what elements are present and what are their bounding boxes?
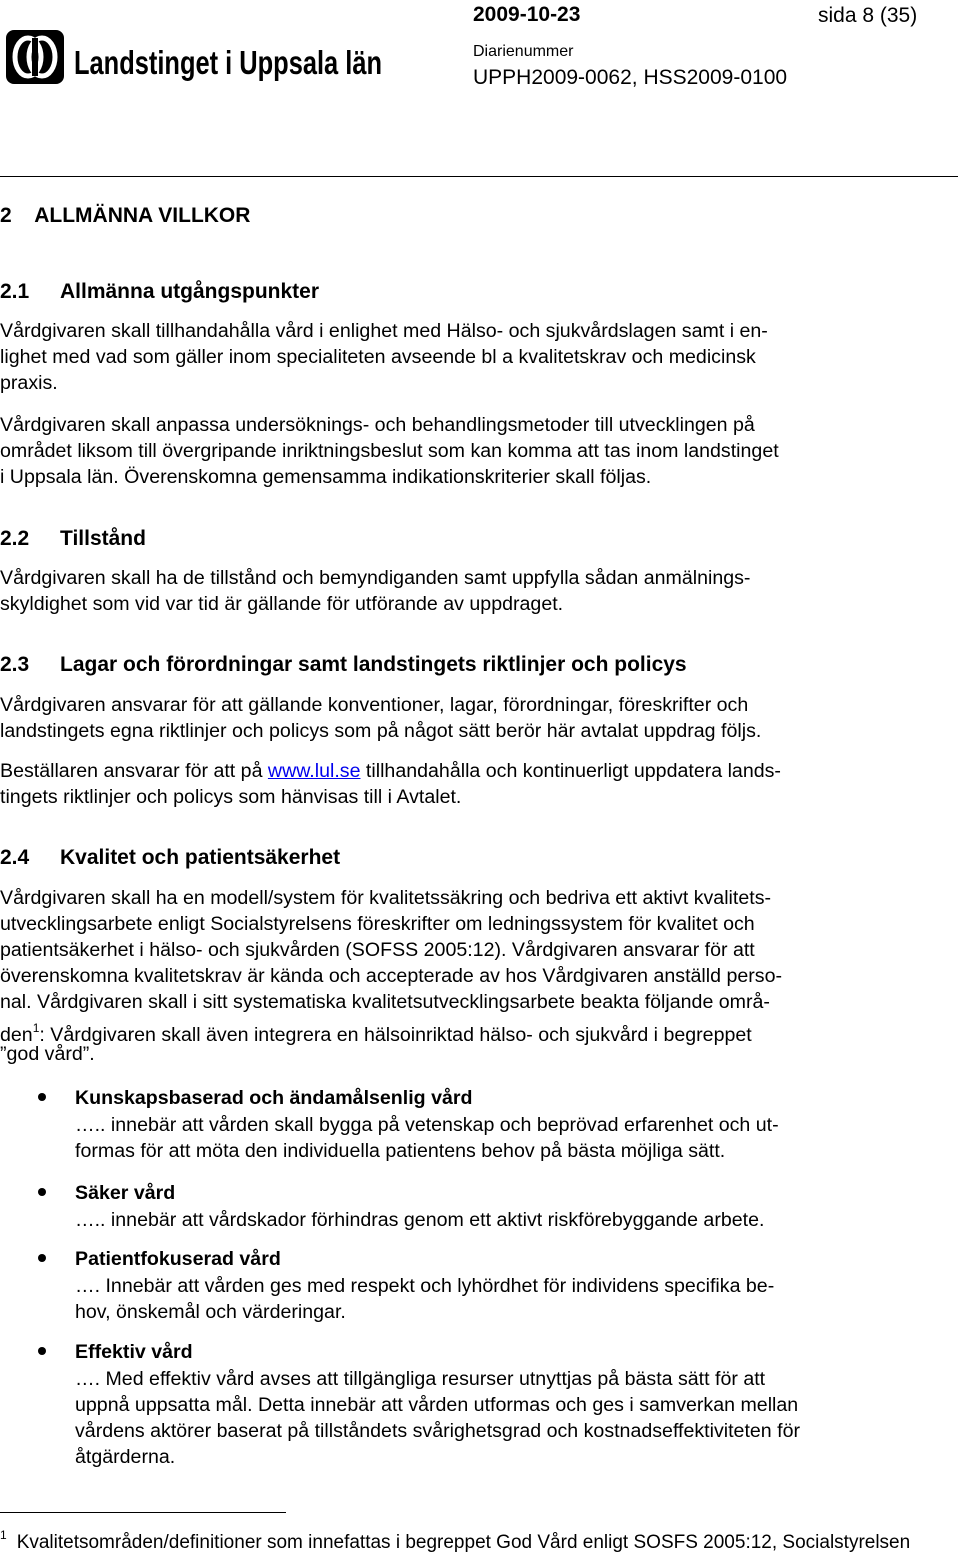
text-line (0, 1015, 958, 1046)
footnote-number: 1 (0, 1528, 7, 1542)
bullet-text (75, 1112, 955, 1164)
text-line: åtgärderna. (75, 1446, 176, 1468)
heading-number: 2.1 (0, 280, 30, 303)
text-line: lighet med vad som gäller inom specialiteten avseende bl a kvalitetskrav och medicinsk (0, 346, 756, 368)
text-segment: : Vårdgivaren skall även integrera en hälsoinriktad hälso- och sjukvård i begreppet (39, 1024, 752, 1046)
text-line: vårdens aktörer baserat på tillståndets svårighetsgrad och kostnadseffektiviteten för (75, 1420, 801, 1442)
text-line: Vårdgivaren skall anpassa undersöknings- och behandlingsmetoder till utvecklingen på (0, 414, 755, 436)
text-line: praxis. (0, 372, 58, 394)
text-line: hov, önskemål och värderingar. (75, 1301, 346, 1323)
paragraph-2-1-b (0, 412, 958, 490)
text-line: patientsäkerhet i hälso- och sjukvården (SOFSS 2005:12). Vårdgivaren ansvarar för att (0, 939, 755, 961)
bullet-icon (38, 1347, 46, 1355)
text-line: området liksom till övergripande inriktningsbeslut som kan komma att tas inom landstinget (0, 440, 779, 462)
footnote-divider (0, 1512, 286, 1513)
paragraph-2-3-b (0, 758, 958, 810)
section-title (0, 202, 250, 230)
text-line: …. Med effektiv vård avses att tillgängliga resurser utnyttjas på bästa sätt för att (75, 1368, 766, 1390)
bullet-text (75, 1273, 955, 1325)
document-date: 2009-10-23 (473, 3, 581, 26)
text-segment: den (0, 1024, 33, 1046)
heading-text: Tillstånd (60, 527, 146, 550)
text-line: ….. innebär att vården skall bygga på vetenskap och beprövad erfarenhet och ut- (75, 1114, 779, 1136)
text-line: landstingets egna riktlinjer och policys som på något sätt berör här avtalat uppdrag följs. (0, 720, 762, 742)
diarienummer-value: UPPH2009-0062, HSS2009-0100 (473, 66, 788, 89)
text-line: uppnå uppsatta mål. Detta innebär att vården utformas och ges i samverkan mellan (75, 1394, 799, 1416)
text-line (0, 758, 958, 784)
text-line: ….. innebär att vårdskador förhindras genom ett aktivt riskförebyggande arbete. (75, 1209, 765, 1231)
text-line: ”god vård”. (0, 1043, 95, 1065)
text-line: överenskomna kvalitetskrav är kända och accepterade av hos Vårdgivaren anställd perso- (0, 965, 782, 987)
text-segment: Beställaren ansvarar för att på (0, 760, 268, 782)
bullet-title: Patientfokuserad vård (75, 1248, 281, 1270)
diarienummer-label: Diarienummer (473, 43, 574, 60)
paragraph-2-1-a (0, 318, 958, 396)
bullet-icon (38, 1093, 46, 1101)
heading-2-1 (0, 278, 319, 306)
footnote-text: Kvalitetsområden/definitioner som innefattas i begreppet God Vård enligt SOSFS 2005:12, Socialstyrelsen (16, 1532, 911, 1553)
bullet-icon (38, 1254, 46, 1262)
text-line: formas för att möta den individuella patientens behov på bästa möjliga sätt. (75, 1140, 726, 1162)
text-line: Vårdgivaren skall tillhandahålla vård i enlighet med Hälso- och sjukvårdslagen samt i en- (0, 320, 768, 342)
bullet-icon (38, 1188, 46, 1196)
footnote (0, 1522, 910, 1556)
footnote-reference[interactable]: 1 (32, 1021, 40, 1035)
text-line: tingets riktlinjer och policys som hänvisas till i Avtalet. (0, 786, 462, 808)
paragraph-2-3-a (0, 692, 958, 744)
paragraph-2-4 (0, 885, 958, 1067)
text-line: nal. Vårdgivaren skall i sitt systematiska kvalitetsutvecklingsarbete beakta följande områ- (0, 991, 770, 1013)
svg-text:Landstinget i Uppsala län: Landstinget i Uppsala län (74, 44, 382, 81)
logo-emblem-icon (4, 24, 388, 90)
paragraph-2-2 (0, 565, 958, 617)
heading-text: Kvalitet och patientsäkerhet (60, 846, 341, 869)
heading-2-2 (0, 525, 146, 553)
text-line: Vårdgivaren skall ha de tillstånd och bemyndiganden samt uppfylla sådan anmälnings- (0, 567, 751, 589)
section-title-text: 2 ALLMÄNNA VILLKOR (0, 204, 251, 227)
text-line: skyldighet som vid var tid är gällande för utförande av uppdraget. (0, 593, 564, 615)
bullet-text (75, 1207, 955, 1233)
heading-number: 2.2 (0, 527, 30, 550)
bullet-title: Kunskapsbaserad och ändamålsenlig vård (75, 1087, 473, 1109)
text-line: i Uppsala län. Överenskomna gemensamma indikationskriterier skall följas. (0, 466, 652, 488)
heading-number: 2.4 (0, 846, 30, 869)
text-segment: tillhandahålla och kontinuerligt uppdatera lands- (360, 760, 781, 782)
bullet-text (75, 1366, 955, 1470)
header-divider (0, 176, 958, 177)
text-line: …. Innebär att vården ges med respekt och lyhördhet för individens specifika be- (75, 1275, 775, 1297)
heading-2-3 (0, 651, 687, 679)
text-line: utvecklingsarbete enligt Socialstyrelsens föreskrifter om ledningssystem för kvalitet och (0, 913, 755, 935)
lul-website-link[interactable]: www.lul.se (267, 760, 361, 782)
text-line: Vårdgivaren skall ha en modell/system för kvalitetssäkring och bedriva ett aktivt kvalitets- (0, 887, 772, 909)
heading-number: 2.3 (0, 653, 30, 676)
bullet-title: Effektiv vård (75, 1341, 193, 1363)
page-number: sida 8 (35) (818, 4, 918, 27)
heading-text: Lagar och förordningar samt landstingets riktlinjer och policys (60, 653, 687, 676)
heading-text: Allmänna utgångspunkter (60, 280, 320, 303)
heading-2-4 (0, 844, 340, 872)
organization-logo (4, 24, 388, 90)
bullet-title: Säker vård (75, 1182, 176, 1204)
text-line: Vårdgivaren ansvarar för att gällande konventioner, lagar, förordningar, föreskrifter och (0, 694, 749, 716)
